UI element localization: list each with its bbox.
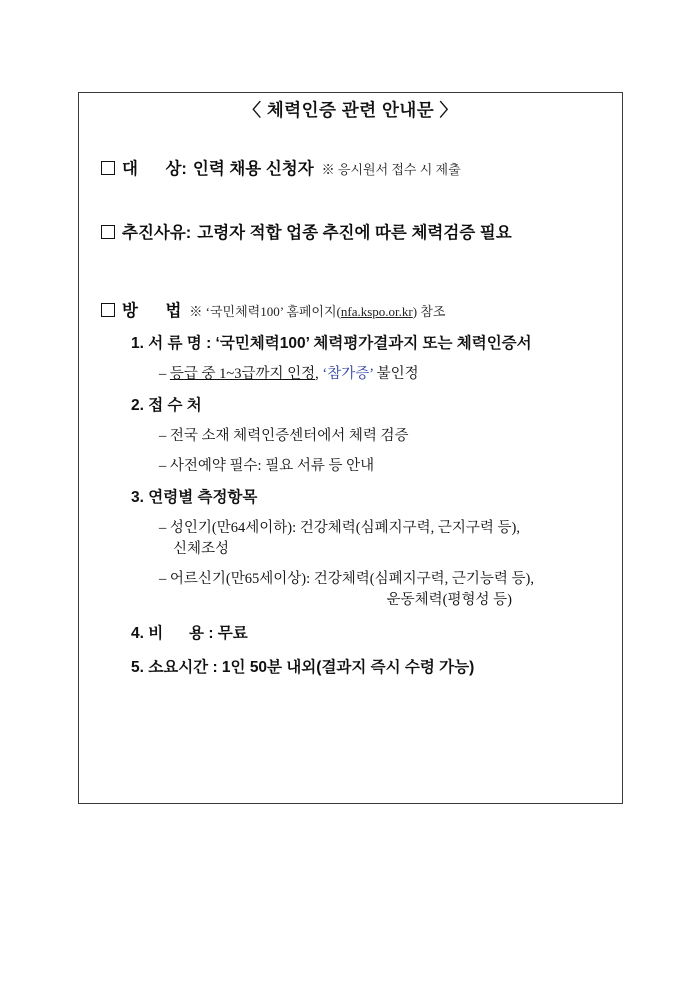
spacer (101, 179, 600, 219)
item-text: 연령별 측정항목 (148, 488, 258, 506)
list-sub-item-continuation: 신체조성 (173, 540, 230, 557)
section-target (101, 155, 600, 179)
list-sub-item: – 성인기(만64세이하): 건강체력(심폐지구력, 근지구력 등), (159, 519, 520, 536)
method-note-prefix: ※ ‘국민체력100’ 홈페이지( (189, 304, 341, 319)
item-text: 비 용 : 무료 (148, 624, 248, 642)
section-reason (101, 219, 600, 243)
sub-highlight: ‘참가증’ (322, 365, 374, 382)
spacer (101, 283, 600, 297)
item-text: 접 수 처 (148, 396, 202, 414)
list-item (131, 334, 600, 355)
spacer (101, 355, 600, 364)
spacer (101, 385, 600, 396)
list-item (131, 488, 600, 509)
checkbox-icon (101, 225, 115, 239)
list-item (131, 658, 600, 679)
list-sub-item (159, 364, 600, 385)
item-number: 4. (131, 624, 144, 642)
item-number: 3. (131, 488, 144, 506)
item-number: 1. (131, 335, 144, 352)
section-method-label: 방 법 (122, 302, 182, 320)
list-item (131, 624, 600, 645)
list-item (131, 396, 600, 417)
checkbox-icon (101, 303, 115, 317)
page-title: 〈 체력인증 관련 안내문 〉 (243, 100, 458, 120)
spacer (101, 417, 600, 426)
section-reason-label: 추진사유: (122, 224, 192, 242)
list-sub-item: – 사전예약 필수: 필요 서류 등 안내 (159, 457, 375, 474)
item-text: 소요시간 : 1인 50분 내외(결과지 즉시 수령 가능) (148, 658, 475, 676)
spacer (101, 243, 600, 283)
document-content (79, 93, 622, 803)
list-sub-item-continuation: 운동체력(평형성 등) (386, 591, 512, 608)
list-sub-item: – 어르신기(만65세이상): 건강체력(심폐지구력, 근기능력 등), (159, 570, 534, 587)
item-text: 서 류 명 : ‘국민체력100’ 체력평가결과지 또는 체력인증서 (148, 335, 532, 352)
section-target-value: 인력 채용 신청자 (192, 160, 314, 178)
spacer (101, 447, 600, 456)
sub-tail: 불인정 (373, 365, 419, 382)
list-sub-item: – 전국 소재 체력인증센터에서 체력 검증 (159, 427, 409, 444)
section-method (101, 297, 600, 321)
sub-after-plain: , (315, 365, 323, 382)
section-target-label: 대 상: (122, 160, 187, 178)
section-method-note (189, 301, 445, 320)
sub-underlined: 등급 중 1~3급까지 인정 (169, 365, 316, 382)
spacer (101, 611, 600, 624)
method-note-suffix: ) 참조 (412, 304, 446, 319)
section-reason-value: 고령자 적합 업종 추진에 따른 체력검증 필요 (197, 224, 512, 242)
kspo-link[interactable]: nfa.kspo.or.kr (340, 304, 413, 319)
item-number: 2. (131, 396, 144, 414)
sub-prefix: – (159, 365, 170, 382)
section-target-note: ※ 응시원서 접수 시 제출 (321, 162, 461, 177)
spacer (101, 509, 600, 518)
spacer (101, 645, 600, 658)
spacer (101, 477, 600, 488)
spacer (101, 560, 600, 569)
document-border-box (78, 92, 623, 804)
checkbox-icon (101, 161, 115, 175)
item-number: 5. (131, 658, 144, 676)
spacer (101, 321, 600, 334)
